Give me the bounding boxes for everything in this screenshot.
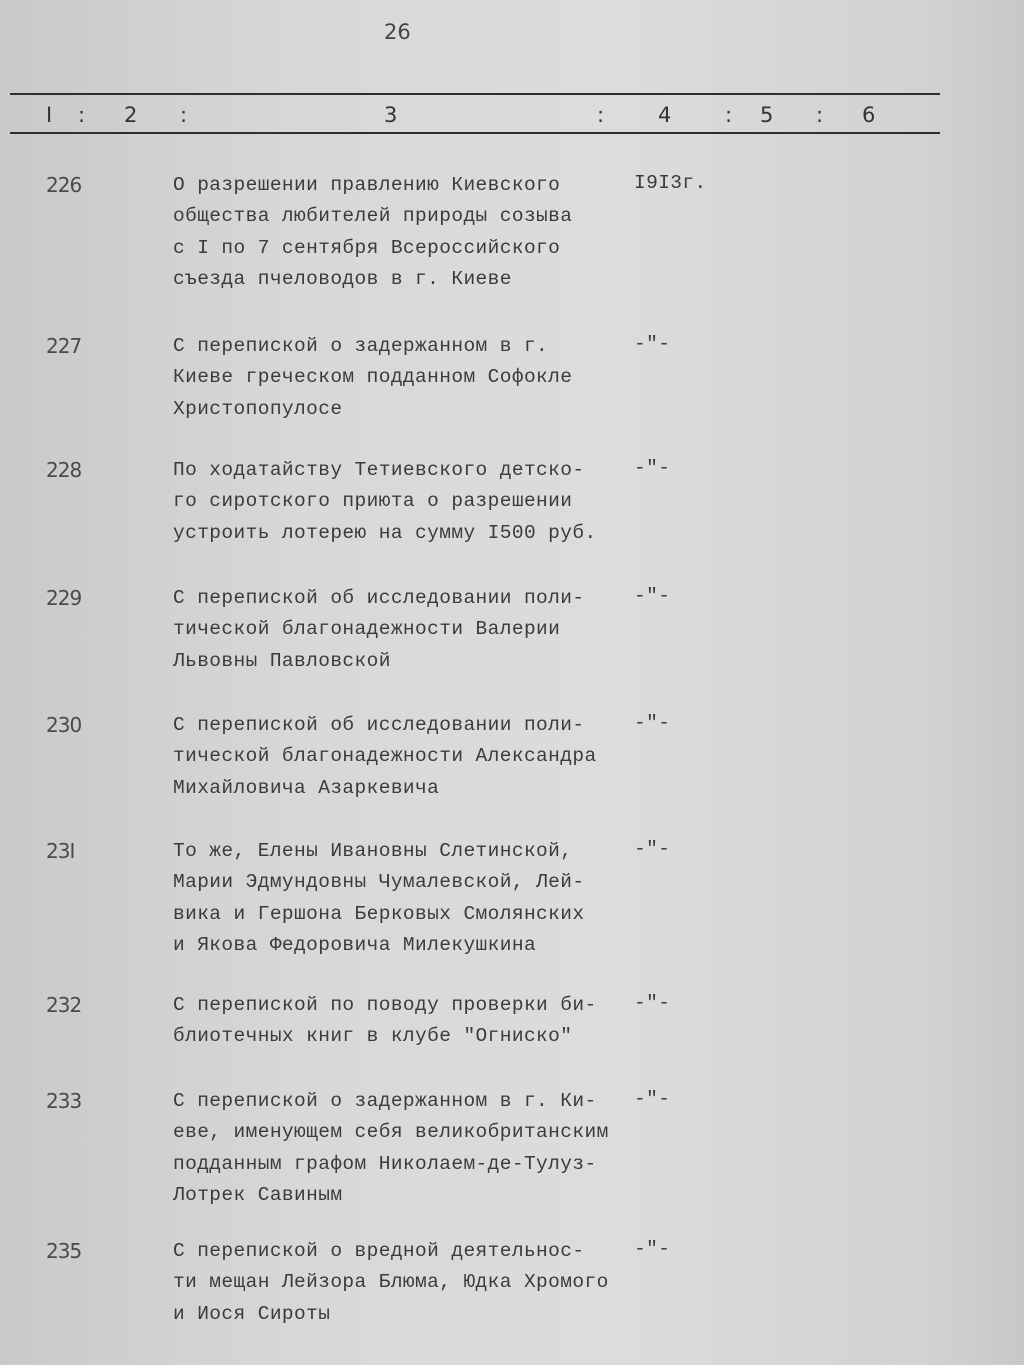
entry-text-line: То же, Елены Ивановны Слетинской,	[173, 840, 573, 862]
entry-date: I9I3г.	[634, 172, 707, 194]
entry-text-line: Лотрек Савиным	[173, 1184, 343, 1207]
entry-number: 233	[46, 1089, 82, 1113]
entry-description	[173, 170, 633, 296]
header-separator: :	[180, 103, 188, 127]
entry-text-line: го сиротского приюта о разрешении	[173, 490, 573, 513]
entry-description	[173, 1236, 633, 1330]
entry-description	[173, 1086, 633, 1212]
entry-text-line: устроить лотерею на сумму I500 руб.	[173, 521, 597, 544]
entry-text-line: Львовны Павловской	[173, 649, 391, 672]
entry-number: 229	[46, 586, 82, 610]
entry-text-line: вика и Гершона Берковых Смолянских	[173, 902, 585, 925]
entry-date: -"-	[634, 1088, 671, 1110]
entry-text-line: С перепиской о задержанном в г. Ки-	[173, 1090, 597, 1112]
entry-text-line: еве, именующем себя великобританским	[173, 1121, 609, 1144]
entry-description	[173, 990, 633, 1053]
entry-number: 228	[46, 458, 82, 482]
entry-date: -"-	[634, 712, 671, 734]
entry-text-line: С перепиской об исследовании поли-	[173, 714, 585, 736]
entry-text-line: с I по 7 сентября Всероссийского	[173, 236, 561, 259]
entry-text-line: Киеве греческом подданном Софокле	[173, 366, 573, 389]
header-separator: :	[78, 103, 86, 127]
entry-text-line: и Иося Сироты	[173, 1302, 331, 1325]
header-col-5: 5	[760, 103, 774, 127]
header-col-6: 6	[862, 103, 876, 127]
entry-number: 23I	[46, 839, 75, 863]
entry-text-line: С перепиской об исследовании поли-	[173, 587, 585, 609]
header-separator: :	[597, 103, 605, 127]
entry-text-line: блиотечных книг в клубе "Огниско"	[173, 1025, 573, 1048]
entry-description	[173, 455, 633, 549]
entry-description	[173, 331, 633, 425]
entry-text-line: Марии Эдмундовны Чумалевской, Лей-	[173, 871, 585, 894]
entry-date: -"-	[634, 1238, 671, 1260]
entry-description	[173, 710, 633, 804]
header-col-3: 3	[384, 103, 398, 127]
entry-text-line: и Якова Федоровича Милекушкина	[173, 934, 537, 957]
entry-text-line: С перепиской о вредной деятельнос-	[173, 1240, 585, 1262]
page-number: 26	[384, 20, 411, 44]
entry-text-line: По ходатайству Тетиевского детско-	[173, 459, 585, 481]
header-separator: :	[816, 103, 824, 127]
entry-text-line: С перепиской по поводу проверки би-	[173, 994, 597, 1016]
entry-text-line: съезда пчеловодов в г. Киеве	[173, 268, 512, 291]
header-col-4: 4	[658, 103, 672, 127]
entry-text-line: тической благонадежности Валерии	[173, 618, 561, 641]
entry-text-line: С перепиской о задержанном в г.	[173, 335, 549, 357]
entry-text-line: Христопопулосе	[173, 397, 343, 420]
header-col-1: I	[46, 103, 53, 127]
entry-text-line: тической благонадежности Александра	[173, 745, 597, 768]
entry-description	[173, 583, 633, 677]
entry-date: -"-	[634, 457, 671, 479]
entry-number: 230	[46, 713, 82, 737]
entry-number: 226	[46, 173, 82, 197]
entry-text-line: ти мещан Лейзора Блюма, Юдка Хромого	[173, 1271, 609, 1294]
entry-text-line: О разрешении правлению Киевского	[173, 174, 561, 196]
entry-date: -"-	[634, 992, 671, 1014]
header-separator: :	[725, 103, 733, 127]
entry-number: 235	[46, 1239, 82, 1263]
entry-number: 232	[46, 993, 82, 1017]
entry-description	[173, 836, 633, 962]
entry-text-line: Михайловича Азаркевича	[173, 776, 440, 799]
header-col-2: 2	[124, 103, 138, 127]
entry-number: 227	[46, 334, 82, 358]
entry-date: -"-	[634, 585, 671, 607]
entry-date: -"-	[634, 333, 671, 355]
entry-date: -"-	[634, 838, 671, 860]
header-top-rule	[10, 93, 940, 95]
header-bottom-rule	[10, 132, 940, 134]
entry-text-line: общества любителей природы созыва	[173, 205, 573, 228]
entry-text-line: подданным графом Николаем-де-Тулуз-	[173, 1152, 597, 1175]
